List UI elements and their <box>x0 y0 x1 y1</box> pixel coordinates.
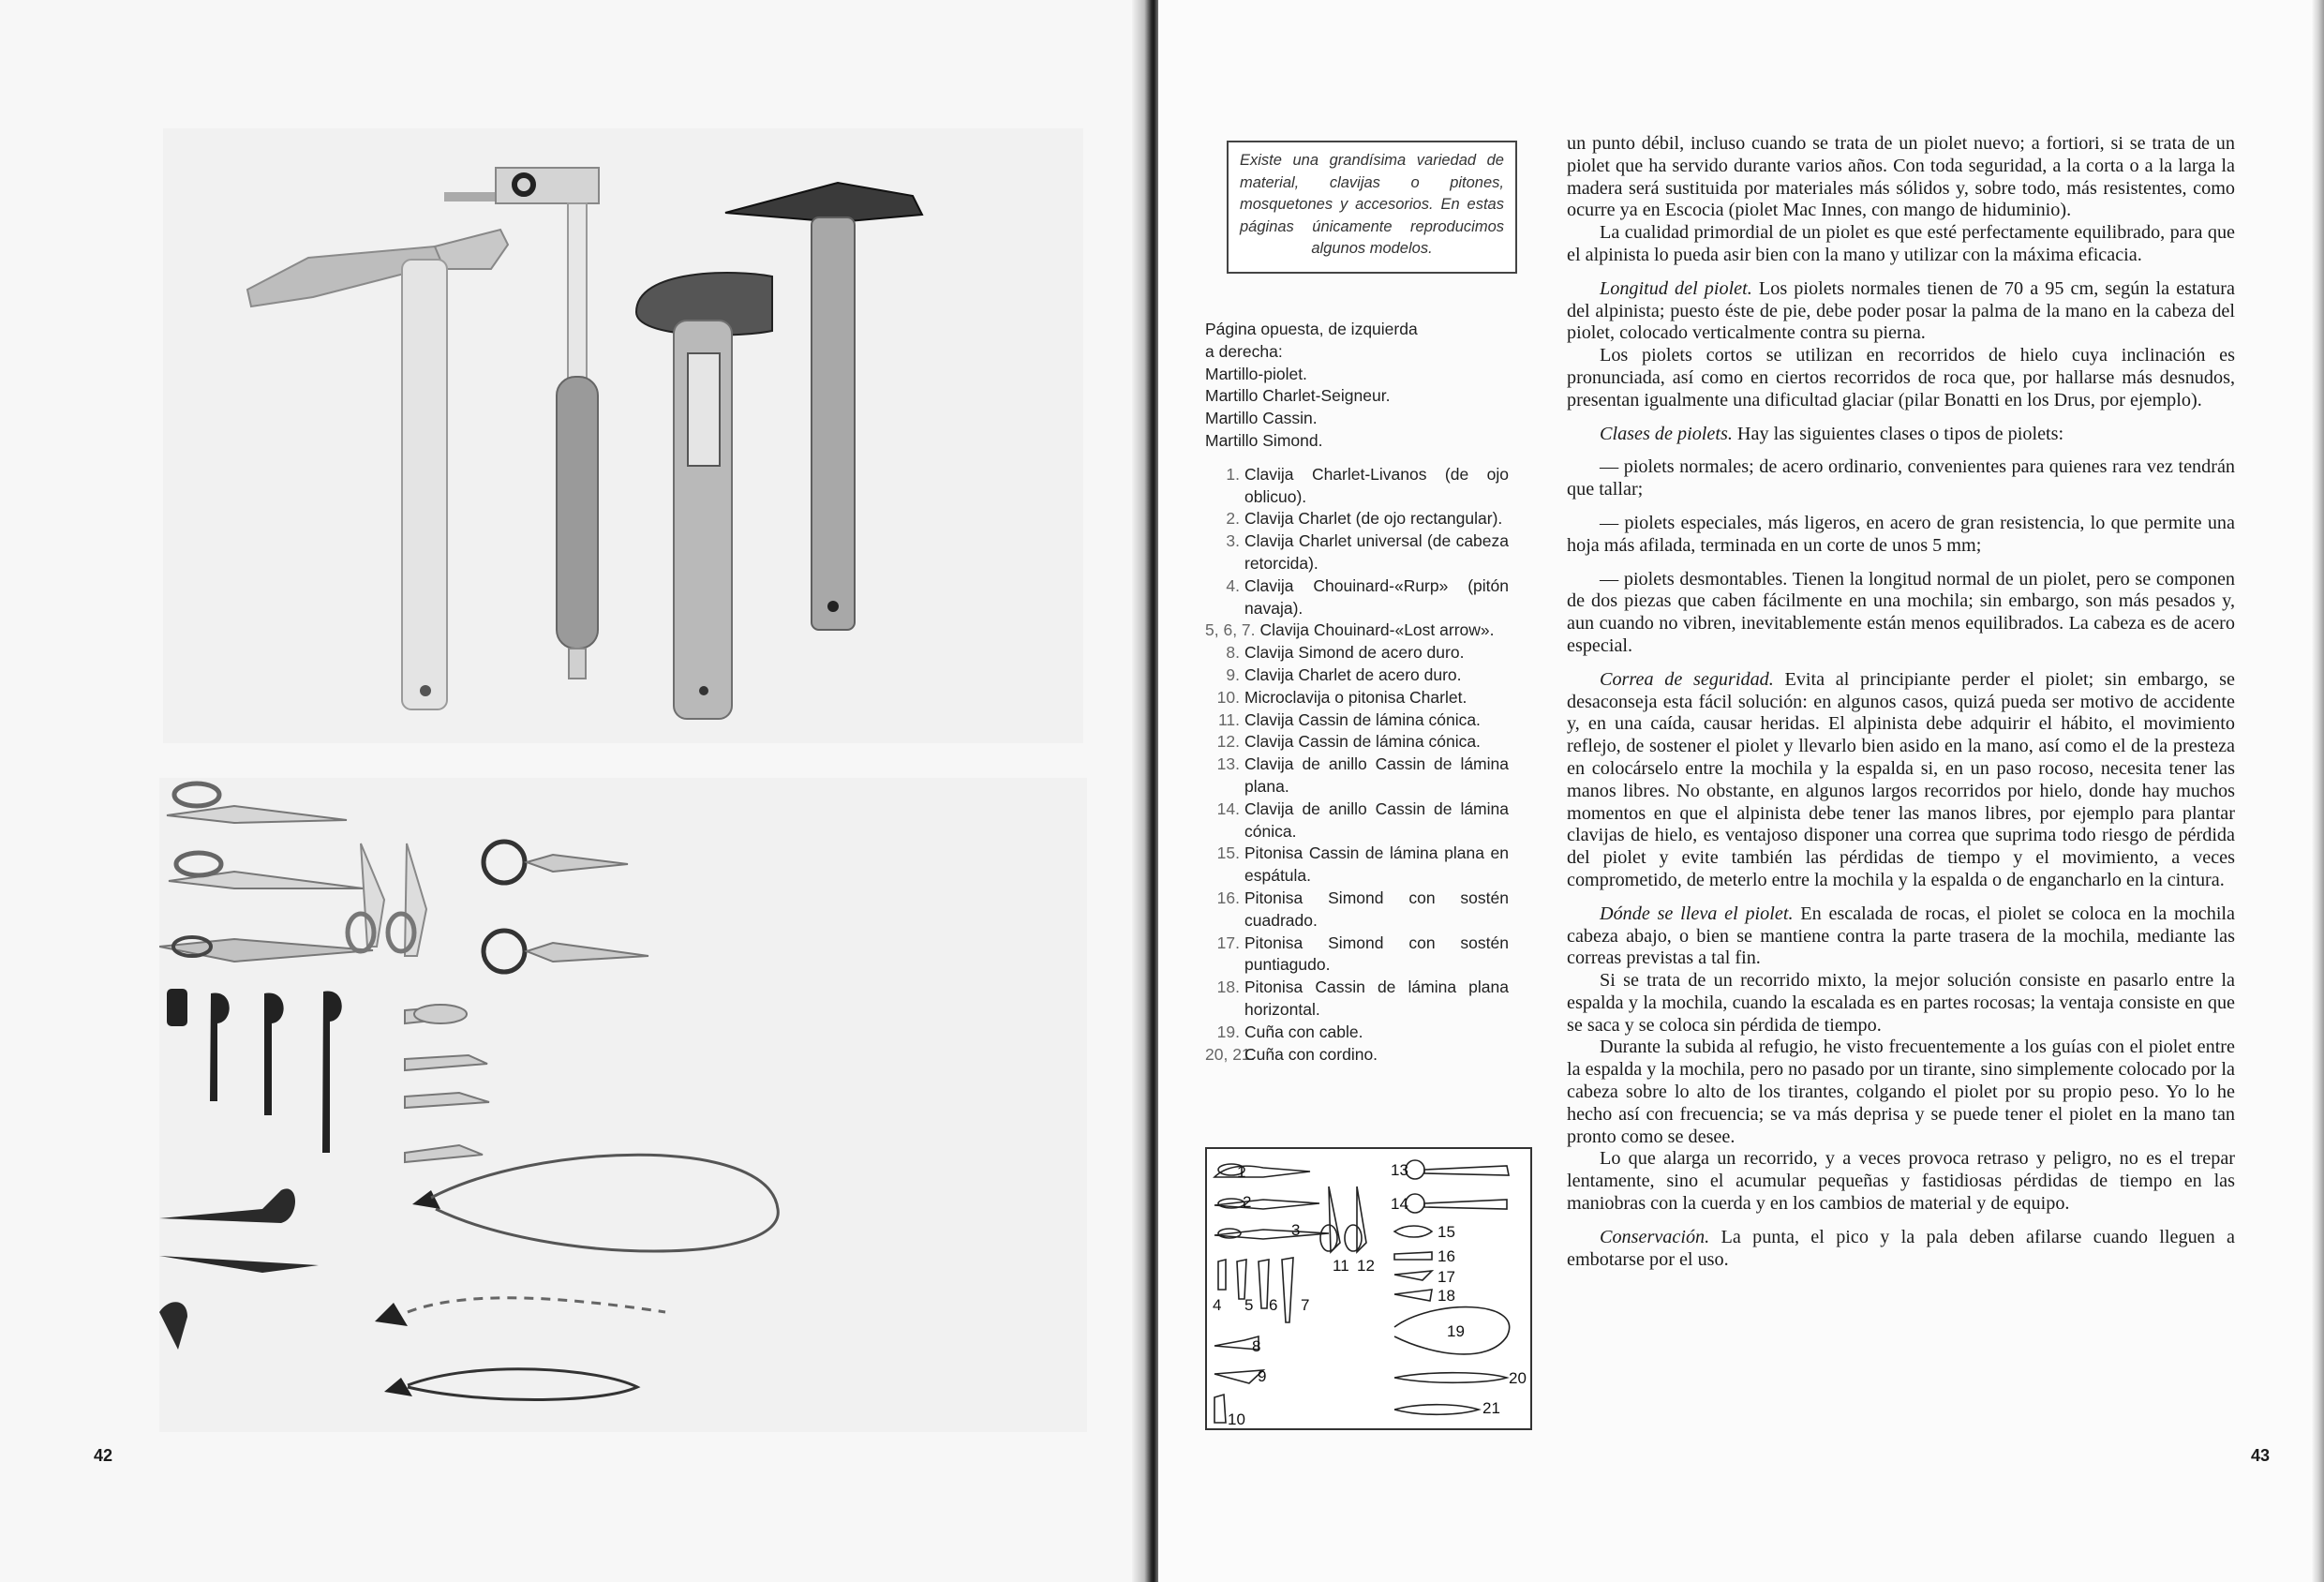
legend-item-number: 10. <box>1216 687 1240 707</box>
run-in-head: Clases de piolets. <box>1600 423 1733 444</box>
legend-item-text: Cuña con cordino. <box>1244 1044 1378 1064</box>
diagram-label-4: 4 <box>1213 1296 1222 1314</box>
paragraph: La cualidad primordial de un piolet es que esté perfectamente equilibrado, para que el alpinista lo pueda asir bien con la mano y utilizar con la máxima eficacia. <box>1567 222 2235 265</box>
page-number: 43 <box>2250 1446 2270 1465</box>
paragraph-text: En escalada de rocas, el piolet se coloca en la mochila cabeza abajo, o bien se mantiene contra la parte trasera de la mochila, mediante las correas previstas a tal fin. <box>1567 903 2235 969</box>
paragraph: Los piolets cortos se utilizan en recorridos de hielo cuya inclinación es pronunciada, así como en ciertos recorridos de roca que, por hallarse más desnudos, presentan igualmente una dificultad glaciar (pilar Bonatti en los Drus, por ejemplo). <box>1567 345 2235 410</box>
diagram-label-13: 13 <box>1391 1161 1408 1179</box>
paragraph <box>1567 278 2235 345</box>
diagram-label-21: 21 <box>1482 1399 1500 1417</box>
pitonisas <box>405 1005 489 1162</box>
left-page <box>0 0 1145 1582</box>
diagram-label-17: 17 <box>1438 1268 1455 1286</box>
paragraph: — piolets desmontables. Tienen la longitud normal de un piolet, pero se componen de dos piezas que caben fácilmente en una mochila; sin embargo, son más pesados y, aun cuando no vibren, inevitablemente están menos equilibrados. La cabeza es de acero especial. <box>1567 568 2235 656</box>
pitons-cassin-conical <box>348 843 426 956</box>
diagram-label-9: 9 <box>1258 1367 1267 1385</box>
pitons-hard-steel <box>159 1188 319 1350</box>
diagram-label-11: 11 <box>1333 1257 1349 1275</box>
run-in-head: Correa de seguridad. <box>1600 668 1774 690</box>
legend-item-number: 18. <box>1216 978 1240 997</box>
caption-text: Existe una grandísima variedad de material, clavijas o pitones, mosquetones y accesorios. En estas páginas únicamente reproducimos algunos modelos. <box>1240 152 1504 257</box>
diagram-label-19: 19 <box>1447 1322 1465 1340</box>
legend-intro-line: Página opuesta, de izquierda <box>1205 320 1418 338</box>
legend-item-text: Clavija Cassin de lámina cónica. <box>1244 709 1481 729</box>
run-in-head: Conservación. <box>1600 1226 1710 1247</box>
page-number: 42 <box>94 1446 113 1465</box>
paragraph: un punto débil, incluso cuando se trata de un piolet nuevo; a fortiori, si se trata de un piolet que ha servido durante varios años. Con toda seguridad, a la corta o a la larga la madera será sustituida por materiales más sólidos y, sobre todo, más resistentes, como ocurre ya en Escocia (piolet Mac Innes, con mango de hiduminio). <box>1567 133 2235 221</box>
paragraph <box>1567 903 2235 970</box>
legend-item-number: 11. <box>1217 709 1240 729</box>
legend-item-text: Clavija Charlet-Livanos (de ojo oblicuo). <box>1244 464 1509 506</box>
paragraph <box>1567 1227 2235 1272</box>
diagram-label-16: 16 <box>1438 1247 1455 1265</box>
legend-item-text: Clavija de anillo Cassin de lámina plana. <box>1244 754 1509 796</box>
diagram-label-5: 5 <box>1244 1296 1254 1314</box>
diagram-label-12: 12 <box>1357 1257 1375 1275</box>
legend-intro-line: a derecha: <box>1205 341 1283 361</box>
diagram-label-14: 14 <box>1391 1195 1408 1213</box>
page-edge-shadow <box>2311 0 2324 1582</box>
hammer-cassin <box>636 273 772 719</box>
diagram-label-20: 20 <box>1509 1369 1527 1387</box>
diagram-label-8: 8 <box>1252 1337 1261 1355</box>
legend-item-number: 16. <box>1216 888 1240 907</box>
paragraph: — piolets especiales, más ligeros, en acero de gran resistencia, lo que permite una hoja más afilada, terminada en un corte de unos 5 mm; <box>1567 512 2235 556</box>
legend-item-text: Clavija Cassin de lámina cónica. <box>1244 732 1481 752</box>
diagram-label-18: 18 <box>1438 1287 1455 1305</box>
diagram-label-3: 3 <box>1291 1221 1301 1239</box>
legend-item-text: Clavija Charlet universal (de cabeza retorcida). <box>1244 531 1509 573</box>
caption-box <box>1227 141 1517 274</box>
legend-item-text: Clavija Chouinard-«Rurp» (pitón navaja). <box>1244 575 1509 618</box>
legend-item-number: 8. <box>1226 643 1240 663</box>
wedges-cable-cord <box>375 1155 778 1399</box>
legend-item-number: 5, 6, 7. <box>1205 620 1256 640</box>
legend-item-text: Clavija Chouinard-«Lost arrow». <box>1259 620 1495 640</box>
legend-item-text: Cuña con cable. <box>1244 1022 1363 1041</box>
paragraph <box>1567 669 2235 892</box>
legend-item-number: 4. <box>1226 575 1240 595</box>
legend-intro-line: Martillo Cassin. <box>1205 409 1318 428</box>
legend-item-text: Pitonisa Cassin de lámina plana horizontal. <box>1244 978 1509 1019</box>
paragraph: Durante la subida al refugio, he visto frecuentemente a los guías con el piolet entre la espalda y la mochila, pero no pasado por un tirante, sino simplemente colocado por la cabeza sobre lo alto de los tirantes, colgando el piolet por su propio peso. Yo lo he hecho así con frecuencia; se va más deprisa y se puede tener el piolet en la mano tan pronto como se desee. <box>1567 1037 2235 1147</box>
right-page <box>1158 0 2324 1582</box>
legend-item-text: Microclavija o pitonisa Charlet. <box>1244 687 1467 707</box>
run-in-head: Longitud del piolet. <box>1600 277 1752 299</box>
paragraph-text: Evita al principiante perder el piolet; sin embargo, se desaconseja esta fácil solución: en algunos casos, quizá pueda ser motivo de accidente y, en una caída, causar heridas. El alpinista debe adquirir el hábito, el movimiento reflejo, de sostener el piolet y llevarlo bien asido en la mano, así como el de la presteza en colocárselo entre la mochila y la espalda si, en un paso rocoso, necesita tener las manos libres. No obstante, en algunos largos recorridos por hielo, donde hay muchos momentos en que el alpinista debe tener las manos libres, por ejemplo para plantar clavijas de hielo, es ventajoso disponer una correa que suprima todo riesgo de pérdida del piolet y evite también las pérdidas de tiempo y el movimiento, a veces comprometido, de meterlo entre la mochila y la espalda o de engancharlo en la cintura. <box>1567 668 2235 890</box>
diagram-label-6: 6 <box>1269 1296 1278 1314</box>
diagram-label-1: 1 <box>1237 1163 1246 1181</box>
legend-item-number: 15. <box>1216 843 1240 863</box>
diagram-label-7: 7 <box>1301 1296 1310 1314</box>
legend-item-number: 17. <box>1216 933 1240 952</box>
hammer-piolet <box>247 230 508 709</box>
legend-item-number: 19. <box>1216 1022 1240 1041</box>
key-diagram-drawing <box>1207 1149 1534 1432</box>
paragraph-text: Los piolets normales tienen de 70 a 95 cm, según la estatura del alpinista; puesto éste de pie, debe poder posar la palma de la mano en la cabeza del piolet, colocado verticalmente contra su pierna. <box>1567 277 2235 344</box>
hammer-simond <box>725 183 922 630</box>
legend-item-text: Clavija Charlet de acero duro. <box>1244 664 1462 684</box>
key-diagram <box>1205 1147 1532 1430</box>
pitons-charlet <box>159 784 373 962</box>
run-in-head: Dónde se lleva el piolet. <box>1600 903 1794 924</box>
hammers-photo <box>163 128 1083 743</box>
pitons-rurp-lost-arrow <box>167 989 342 1153</box>
diagram-label-10: 10 <box>1228 1410 1245 1428</box>
pitons-photo <box>159 778 1087 1432</box>
paragraph-text: La punta, el pico y la pala deben afilarse cuando lleguen a embotarse por el uso. <box>1567 1226 2235 1270</box>
legend-item-text: Pitonisa Simond con sostén cuadrado. <box>1244 888 1509 930</box>
legend-item-number: 12. <box>1216 732 1240 752</box>
legend-item-number: 20, 21. <box>1205 1044 1256 1064</box>
legend-item-text: Clavija Charlet (de ojo rectangular). <box>1244 509 1503 529</box>
legend-item-number: 2. <box>1226 509 1240 529</box>
paragraph-text: Hay las siguientes clases o tipos de piolets: <box>1732 423 2064 444</box>
diagram-label-2: 2 <box>1243 1193 1252 1211</box>
legend-item-number: 13. <box>1216 754 1240 774</box>
legend-item-text: Pitonisa Simond con sostén puntiagudo. <box>1244 933 1509 975</box>
legend-item-number: 9. <box>1226 664 1240 684</box>
paragraph: Lo que alarga un recorrido, y a veces provoca retraso y peligro, no es el trepar lentamente, sino el acumular pequeñas y fastidiosas pérdidas de tiempo en las maniobras con la cuerda y en los cambios de material y de equipo. <box>1567 1148 2235 1215</box>
paragraph <box>1567 424 2235 446</box>
paragraph: Si se trata de un recorrido mixto, la mejor solución consiste en pasarlo entre la espalda y la mochila, cuando la escalada es en partes rocosas; la ventaja consiste en que se saca y se coloca sin pérdida de tiempo. <box>1567 970 2235 1036</box>
legend-item-text: Pitonisa Cassin de lámina plana en espátula. <box>1244 843 1509 886</box>
legend-intro-line: Martillo Charlet-Seigneur. <box>1205 386 1391 406</box>
hammers-illustration <box>163 128 1083 743</box>
body-text <box>1567 133 2235 1271</box>
legend-item-number: 14. <box>1216 798 1240 818</box>
diagram-label-15: 15 <box>1438 1223 1455 1241</box>
legend-item-text: Clavija de anillo Cassin de lámina cónica. <box>1244 798 1509 841</box>
legend-item-number: 3. <box>1226 531 1240 551</box>
legend-intro-line: Martillo Simond. <box>1205 430 1323 450</box>
pitons-ring <box>484 842 648 972</box>
pitons-illustration <box>159 778 1087 1432</box>
legend-item-text: Clavija Simond de acero duro. <box>1244 643 1465 663</box>
paragraph: — piolets normales; de acero ordinario, convenientes para quienes rara vez tendrán que tallar; <box>1567 456 2235 500</box>
legend-item-number: 1. <box>1226 464 1240 484</box>
legend-intro-line: Martillo-piolet. <box>1205 364 1307 383</box>
